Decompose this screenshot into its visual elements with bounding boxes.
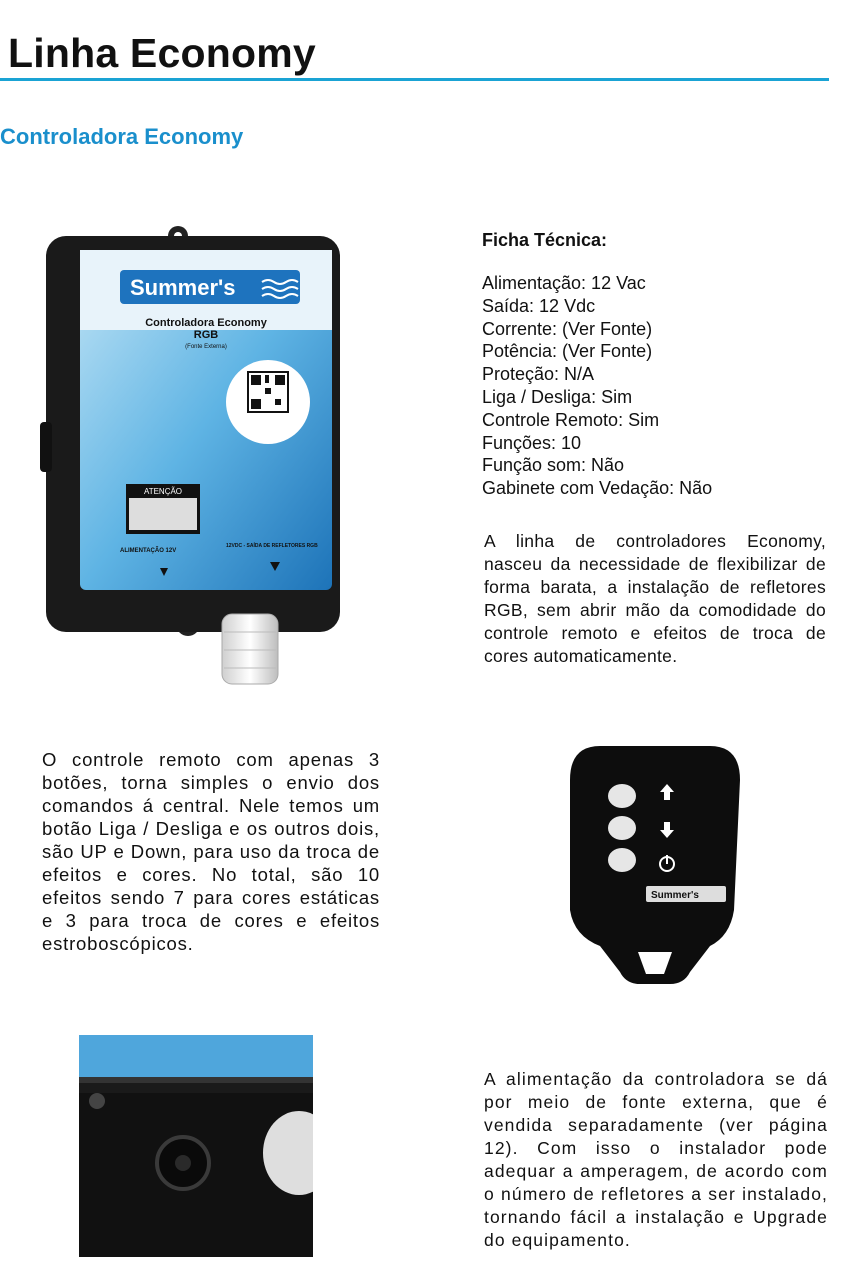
- title-underline: [0, 78, 829, 81]
- spec-item-enclosure: Gabinete com Vedação: Não: [482, 478, 713, 499]
- remote-brand-text: Summer's: [651, 890, 699, 901]
- spec-item-protection: Proteção: N/A: [482, 364, 595, 385]
- spec-item-wattage: Potência: (Ver Fonte): [482, 341, 653, 362]
- paragraph-economy-intro: A linha de controladores Economy, nasceu da necessidade de flexibilizar de forma barata, a instalação de refletores RGB, sem abrir mão da comodidade do controle remoto e efeitos de troca de cores automaticamente.: [484, 531, 826, 666]
- spec-item-sound: Função som: Não: [482, 455, 625, 476]
- spec-item-current: Corrente: (Ver Fonte): [482, 318, 653, 339]
- power-connector-closeup-image: [79, 1035, 313, 1257]
- paragraph-remote-description: O controle remoto com apenas 3 botões, torna simples o envio dos comandos á central. Nele temos um botão Liga / Desliga e os outros dois, são UP e Down, para uso da troca de efeitos e cores. No total, são 10 efeitos sendo 7 para cores estáticas e 3 para troca de cores e efeitos estroboscópicos.: [42, 749, 380, 954]
- spec-item-remote: Controle Remoto: Sim: [482, 409, 660, 430]
- spec-list: [482, 272, 712, 500]
- spec-heading: Ficha Técnica:: [482, 230, 608, 250]
- spec-item-power: Alimentação: 12 Vac: [482, 273, 646, 293]
- controller-brand-text: Summer's: [130, 275, 236, 300]
- controller-power-in-text: ALIMENTAÇÃO 12V: [120, 548, 177, 554]
- spec-item-output: Saída: 12 Vdc: [482, 295, 596, 316]
- remote-control-image: [560, 740, 750, 990]
- paragraph-power-supply: A alimentação da controladora se dá por meio de fonte externa, que é vendida separadamente (ver página 12). Com isso o instalador pode adequar a amperagem, de acordo com o número de refletores a ser instalado, tornando fácil a instalação e Upgrade do equipamento.: [484, 1069, 828, 1250]
- controller-product-image: [36, 222, 356, 692]
- controller-warning-text: ATENÇÃO: [143, 487, 183, 496]
- controller-power-out-text: 12VDC - SAÍDA DE REFLETORES RGB: [226, 543, 318, 549]
- controller-model-text: RGB: [193, 329, 219, 341]
- spec-item-on-off: Liga / Desliga: Sim: [482, 386, 633, 407]
- section-subtitle: Controladora Economy: [0, 124, 244, 149]
- page-title: Linha Economy: [8, 30, 316, 76]
- spec-item-functions: Funções: 10: [482, 432, 582, 453]
- controller-name-text: Controladora Economy: [145, 317, 267, 329]
- controller-note-text: (Fonte Externa): [185, 344, 227, 350]
